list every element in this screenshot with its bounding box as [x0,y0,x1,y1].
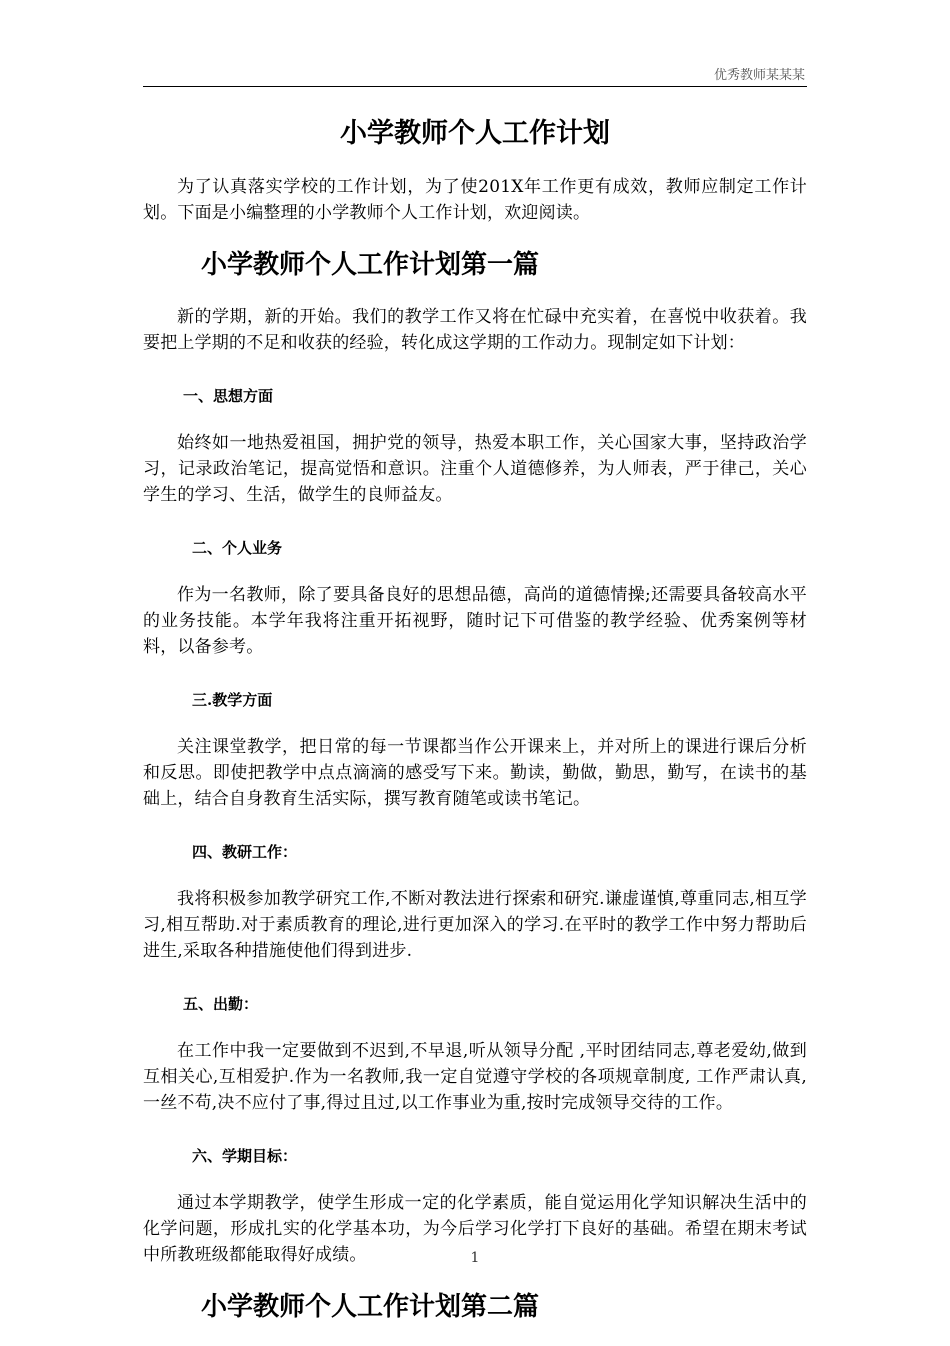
part-5-text: 在工作中我一定要做到不迟到,不早退,听从领导分配 ,平时团结同志,尊老爱幼,做到互相关心,互相爱护.作为一名教师,我一定自觉遵守学校的各项规章制度, 工作严肃认真,一丝不苟,决不应付了事,得过且过,以工作事业为重,按时完成领导交待的工作。 [143,1041,807,1113]
part-2-text: 作为一名教师，除了要具备良好的思想品德，高尚的道德情操;还需要具备较高水平的业务技能。本学年我将注重开拓视野，随时记下可借鉴的教学经验、优秀案例等材料，以备参考。 [143,585,807,657]
header-rule [143,86,807,87]
document-body [143,110,807,1346]
part-6-text: 通过本学期教学，使学生形成一定的化学素质，能自觉运用化学知识解决生活中的化学问题，形成扎实的化学基本功，为今后学习化学打下良好的基础。希望在期末考试中所教班级都能取得好成绩。 [143,1193,807,1265]
header-text: 优秀教师某某某 [713,68,805,83]
part-1-heading: 一、思想方面 [183,387,274,405]
part-1-text: 始终如一地热爱祖国，拥护党的领导，热爱本职工作，关心国家大事，坚持政治学习，记录政治笔记，提高觉悟和意识。注重个人道德修养，为人师表，严于律己，关心学生的学习、生活，做学生的良师益友。 [143,433,807,505]
section-1-intro: 新的学期，新的开始。我们的教学工作又将在忙碌中充实着，在喜悦中收获着。我要把上学期的不足和收获的经验，转化成这学期的工作动力。现制定如下计划： [143,307,807,353]
document-title: 小学教师个人工作计划 [340,118,610,149]
page-number: 1 [470,1250,480,1266]
section-1-title: 小学教师个人工作计划第一篇 [201,250,540,280]
part-5-heading: 五、出勤： [183,995,259,1013]
part-2-heading: 二、个人业务 [192,539,283,557]
part-3-heading: 三.教学方面 [192,691,273,709]
part-4-heading: 四、教研工作： [192,843,298,861]
intro-paragraph: 为了认真落实学校的工作计划，为了使201X年工作更有成效，教师应制定工作计划。下面是小编整理的小学教师个人工作计划，欢迎阅读。 [143,177,807,223]
part-6-heading: 六、学期目标： [192,1147,298,1165]
section-2-title: 小学教师个人工作计划第二篇 [201,1292,540,1322]
part-4-text: 我将积极参加教学研究工作,不断对教法进行探索和研究.谦虚谨慎,尊重同志,相互学习,相互帮助.对于素质教育的理论,进行更加深入的学习.在平时的教学工作中努力帮助后进生,采取各种措施使他们得到进步. [143,889,807,961]
part-3-text: 关注课堂教学，把日常的每一节课都当作公开课来上，并对所上的课进行课后分析和反思。即使把教学中点点滴滴的感受写下来。勤读，勤做，勤思，勤写，在读书的基础上，结合自身教育生活实际，撰写教育随笔或读书笔记。 [143,737,807,809]
